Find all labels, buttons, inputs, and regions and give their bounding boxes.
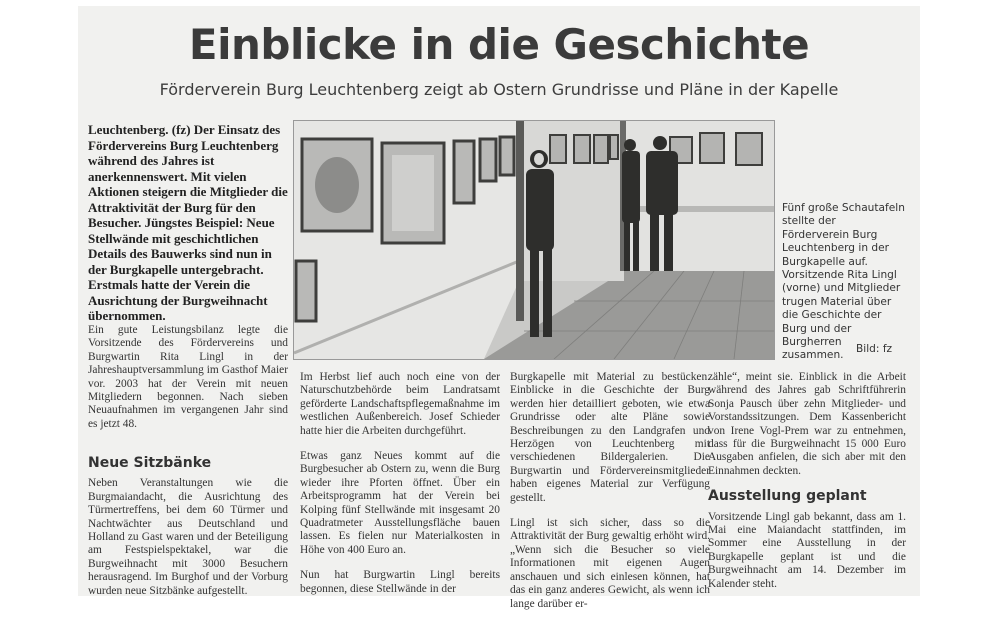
exhibition-photo xyxy=(293,120,775,360)
body-paragraph: Nun hat Burgwartin Lingl bereits begonnen, diese Stellwände in der xyxy=(300,569,500,595)
lead-paragraph: Leuchtenberg. (fz) Der Einsatz des Fördervereins Burg Leuchtenberg während des Jahres ist anerkennenswert. Mit vielen Aktionen steigern die Mitglieder die Attraktivität der Burg für den Besucher. Jüngstes Beispiel: Neue Stellwände mit geschichtlichen Details des Bauwerks sind nun in der Burgkapelle untergebracht. Erstmals hatte der Verein die Ausrichtung der Burgweihnacht übernommen. xyxy=(88,122,288,323)
column-3 xyxy=(510,371,710,623)
body-paragraph: Vorsitzende Lingl gab bekannt, dass am 1. Mai eine Maiandacht stattfinden, im Sommer eine Ausstellung in der Burgkapelle geplant ist und die Burgweihnacht am 14. Dezember im Kalender steht. xyxy=(708,510,906,590)
headline: Einblicke in die Geschichte xyxy=(188,20,810,69)
subheadline: Förderverein Burg Leuchtenberg zeigt ab Ostern Grundrisse und Pläne in der Kapelle xyxy=(159,80,839,99)
column-4 xyxy=(708,371,906,603)
body-paragraph: Lingl ist sich sicher, dass so die Attraktivität der Burg gewaltig erhöht wird. „Wenn sich die Besucher so viele Informationen mit eigenen Augen anschauen und sich einlesen können, hat das ein ganz anderes Gewicht, als wenn ich lange darüber er- xyxy=(510,517,710,610)
body-paragraph: Neben Veranstaltungen wie die Burgmaiandacht, die Ausrichtung des Türmertreffens, bei dem 60 Türmer und Nachtwächter aus Deutschland und Holland zu Gast waren und der Beteiligung am Festspielspektakel, war die Burgweihnacht mit 3000 Besuchern herausragend. Im Burghof und der Vorburg wurden neue Sitzbänke aufgestellt. xyxy=(88,477,288,597)
newspaper-page xyxy=(78,6,920,610)
column-1-top xyxy=(88,324,288,443)
photo-caption: Fünf große Schautafeln stellte der Förderverein Burg Leuchtenberg in der Burgkapelle auf. Vorsitzende Rita Lingl (vorne) und Mitglieder trugen Material über die Geschichte der Burg und der Burgherren zusammen. xyxy=(782,202,905,362)
column-1-bottom xyxy=(88,449,288,610)
body-paragraph: Burgkapelle mit Material zu bestücken. Einblicke in die Geschichte der Burg werden hier detailliert geboten, wie etwa Grundrisse oder alte Pläne sowie Beschreibungen zu den Landgrafen und Herzögen von Leuchtenberg mit verschiedenen Bildergalerien. Die Burgwartin und Fördervereinsmitglieder haben eigenes Material zur Verfügung gestellt. xyxy=(510,371,710,504)
column-2 xyxy=(300,371,500,608)
exhibition-photo-illustration xyxy=(294,121,774,359)
body-paragraph: Ein gute Leistungsbilanz legte die Vorsitzende des Fördervereins und Burgwartin Rita Lingl in der Jahreshauptversammlung im Gasthof Maier vor. 2003 hat der Verein mit neuen Mitgliedern begonnen. Nach sieben Neuaufnahmen im vergangenen Jahr sind es jetzt 48. xyxy=(88,324,288,430)
photo-credit: Bild: fz xyxy=(856,343,893,355)
body-paragraph: zähle“, meint sie. Einblick in die Arbeit während des Jahres gab Schriftführerin Sonja Pausch über zehn Mitglieder- und Vorstandssitzungen. Dem Kassenbericht von Irene Vogl-Prem war zu entnehmen, dass für die Burgweihnacht 15 000 Euro Ausgaben anfielen, die sich aber mit den Einnahmen deckten. xyxy=(708,371,906,477)
body-paragraph: Etwas ganz Neues kommt auf die Burgbesucher ab Ostern zu, wenn die Burg wieder ihre Pforten öffnet. Über ein Arbeitsprogramm hat der Verein bei Kolping fünf Stellwände mit insgesamt 20 Quadratmeter Ausstellungsfläche bauen lassen. Es fielen nur Materialkosten in Höhe von 400 Euro an. xyxy=(300,450,500,556)
body-paragraph: Im Herbst lief auch noch eine von der Naturschutzbehörde beim Landratsamt geförderte Landschaftspflegemaßnahme im westlichen Außenbereich. Josef Schieder hatte hier die Arbeiten durchgeführt. xyxy=(300,371,500,437)
section-heading-neue-sitzbaenke: Neue Sitzbänke xyxy=(88,455,212,471)
section-heading-ausstellung-geplant: Ausstellung geplant xyxy=(708,488,867,505)
